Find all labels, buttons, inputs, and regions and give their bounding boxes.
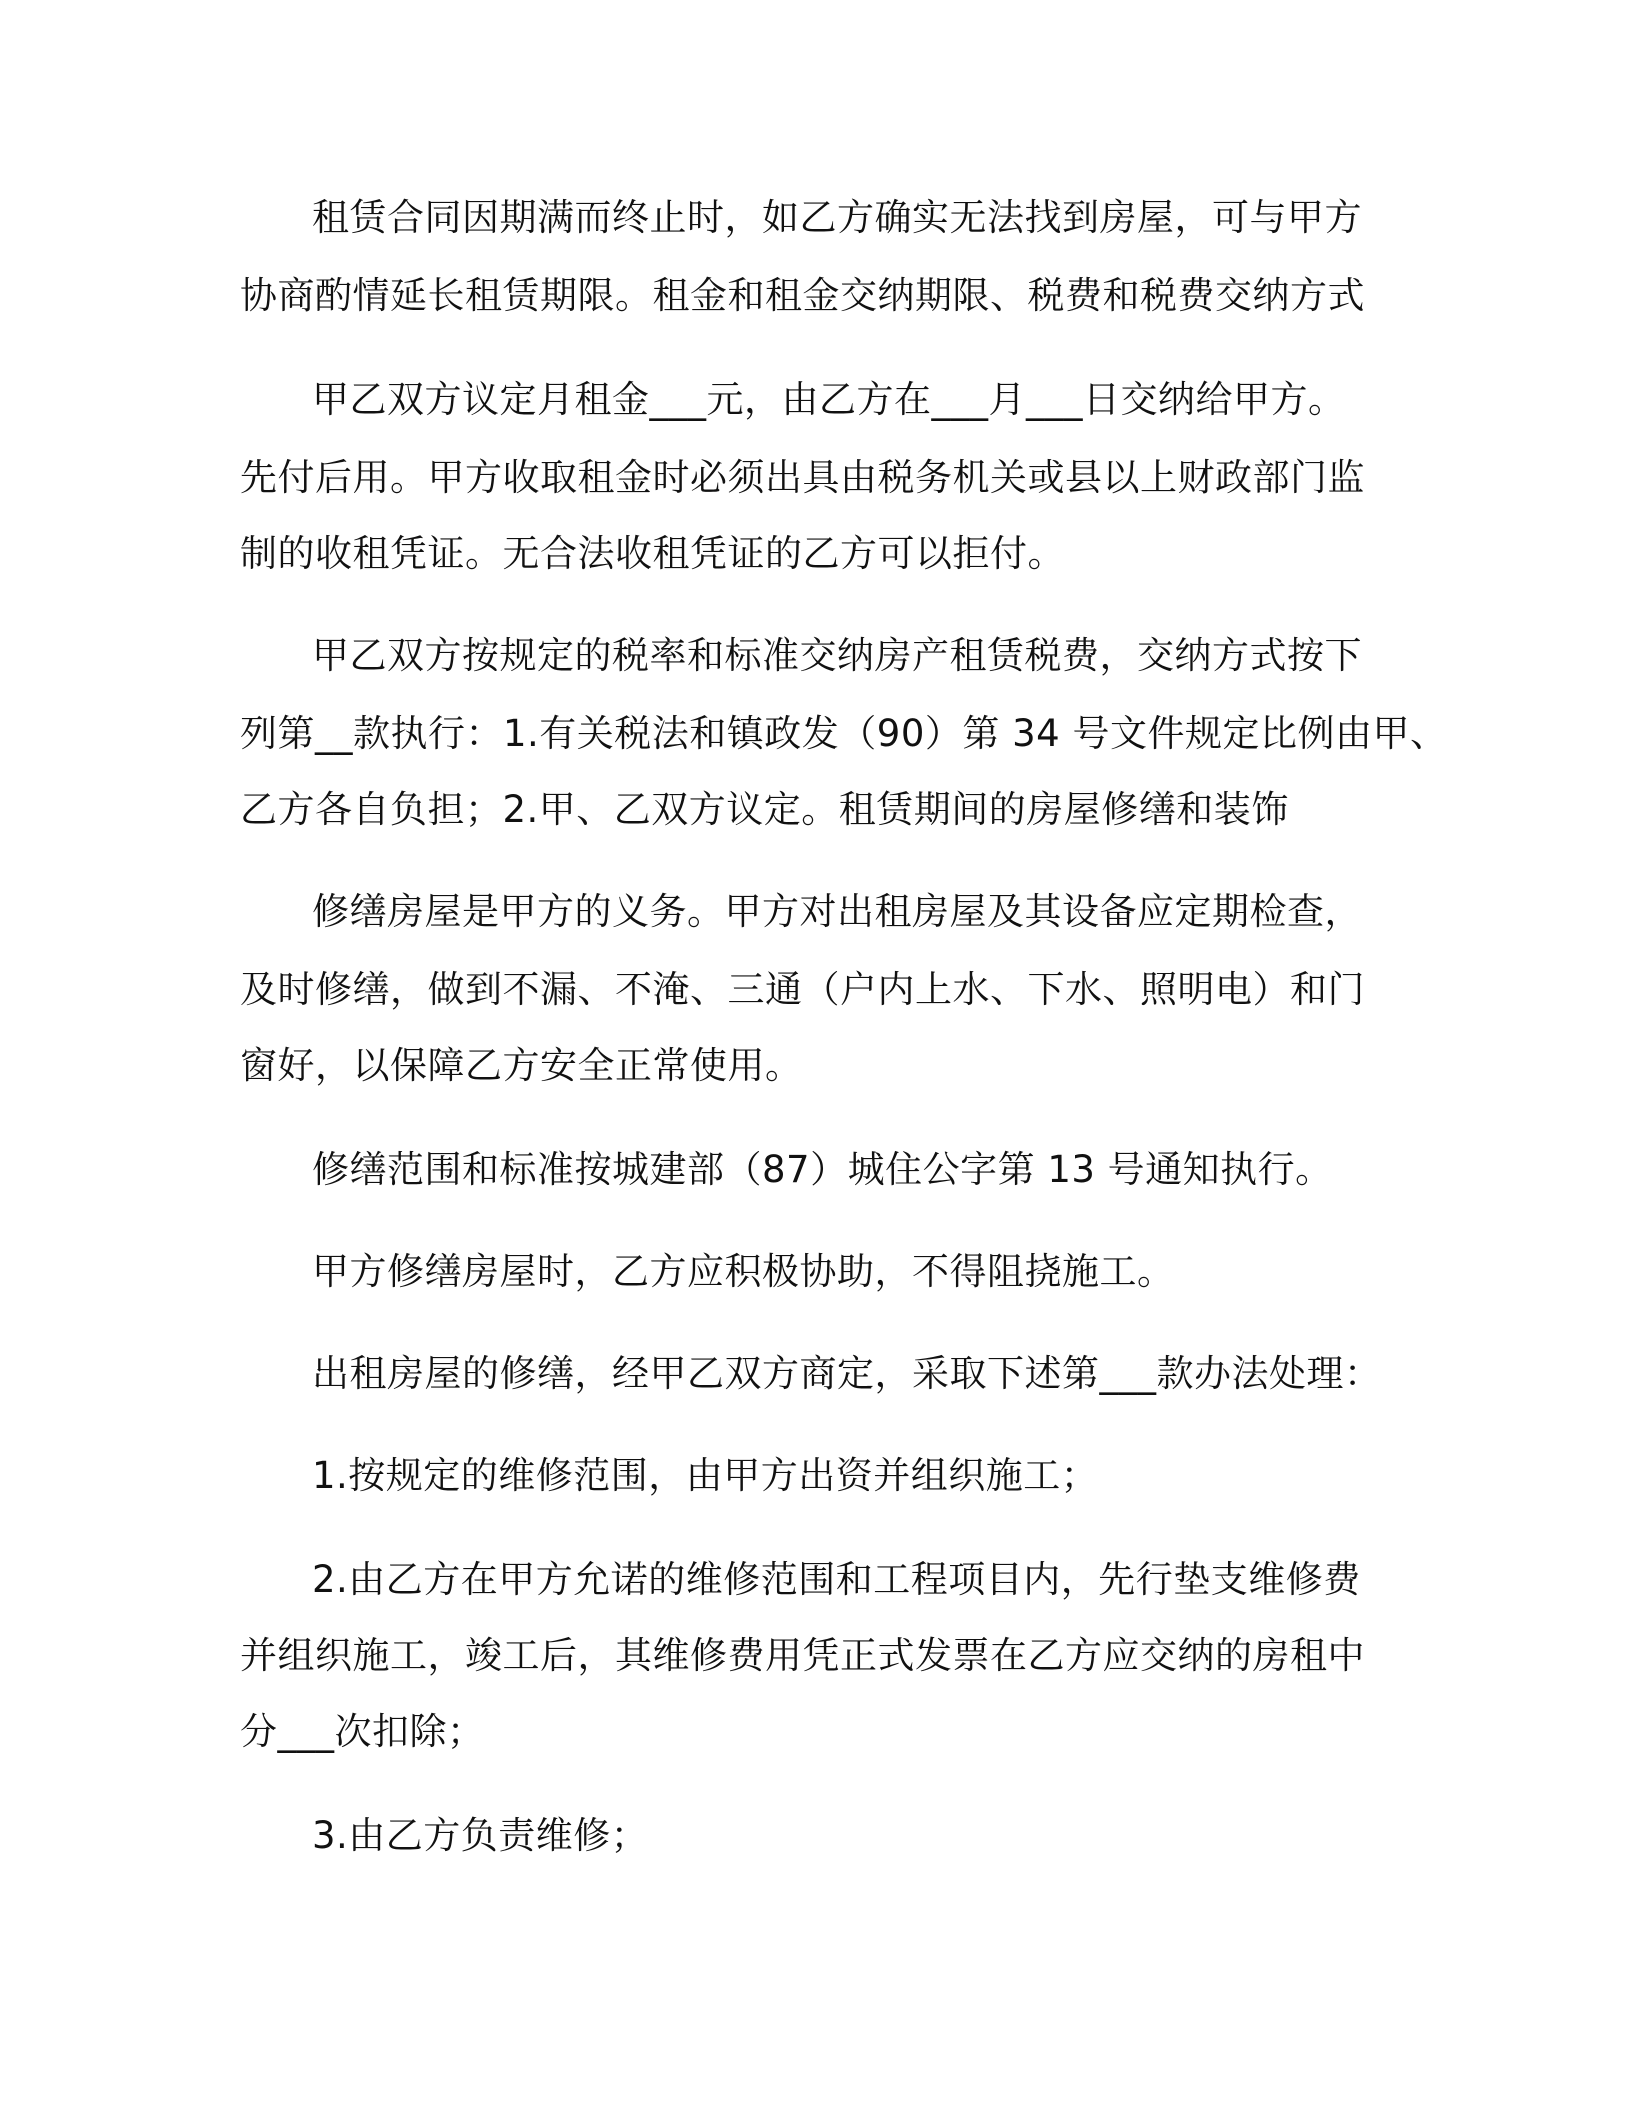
paragraph-line: 制的收租凭证。无合法收租凭证的乙方可以拒付。 — [240, 532, 1065, 575]
paragraph-line: 甲方修缮房屋时，乙方应积极协助，不得阻挠施工。 — [312, 1250, 1175, 1293]
paragraph-line: 租赁合同因期满而终止时，如乙方确实无法找到房屋，可与甲方 — [312, 196, 1362, 239]
paragraph-line: 分___次扣除； — [240, 1710, 485, 1753]
paragraph-line: 先付后用。甲方收取租金时必须出具由税务机关或县以上财政部门监 — [240, 456, 1365, 499]
paragraph-line: 2.由乙方在甲方允诺的维修范围和工程项目内，先行垫支维修费 — [312, 1558, 1361, 1601]
paragraph-line: 窗好，以保障乙方安全正常使用。 — [240, 1044, 803, 1087]
paragraph-line: 及时修缮，做到不漏、不淹、三通（户内上水、下水、照明电）和门 — [240, 968, 1365, 1011]
paragraph-line: 并组织施工，竣工后，其维修费用凭正式发票在乙方应交纳的房租中 — [240, 1634, 1365, 1677]
paragraph-line: 修缮房屋是甲方的义务。甲方对出租房屋及其设备应定期检查， — [312, 890, 1362, 933]
paragraph-line: 列第__款执行：1.有关税法和镇政发（90）第 34 号文件规定比例由甲、 — [240, 712, 1448, 755]
paragraph-line: 协商酌情延长租赁期限。租金和租金交纳期限、税费和税费交纳方式 — [240, 274, 1365, 317]
paragraph-line: 出租房屋的修缮，经甲乙双方商定，采取下述第___款办法处理： — [312, 1352, 1382, 1395]
paragraph-line: 甲乙双方按规定的税率和标准交纳房产租赁税费，交纳方式按下 — [312, 634, 1362, 677]
paragraph-line: 修缮范围和标准按城建部（87）城住公字第 13 号通知执行。 — [312, 1148, 1333, 1191]
paragraph-line: 乙方各自负担；2.甲、乙双方议定。租赁期间的房屋修缮和装饰 — [240, 788, 1289, 831]
paragraph-line: 1.按规定的维修范围，由甲方出资并组织施工； — [312, 1454, 1099, 1497]
paragraph-line: 甲乙双方议定月租金___元，由乙方在___月___日交纳给甲方。 — [312, 378, 1346, 421]
paragraph-line: 3.由乙方负责维修； — [312, 1814, 649, 1857]
